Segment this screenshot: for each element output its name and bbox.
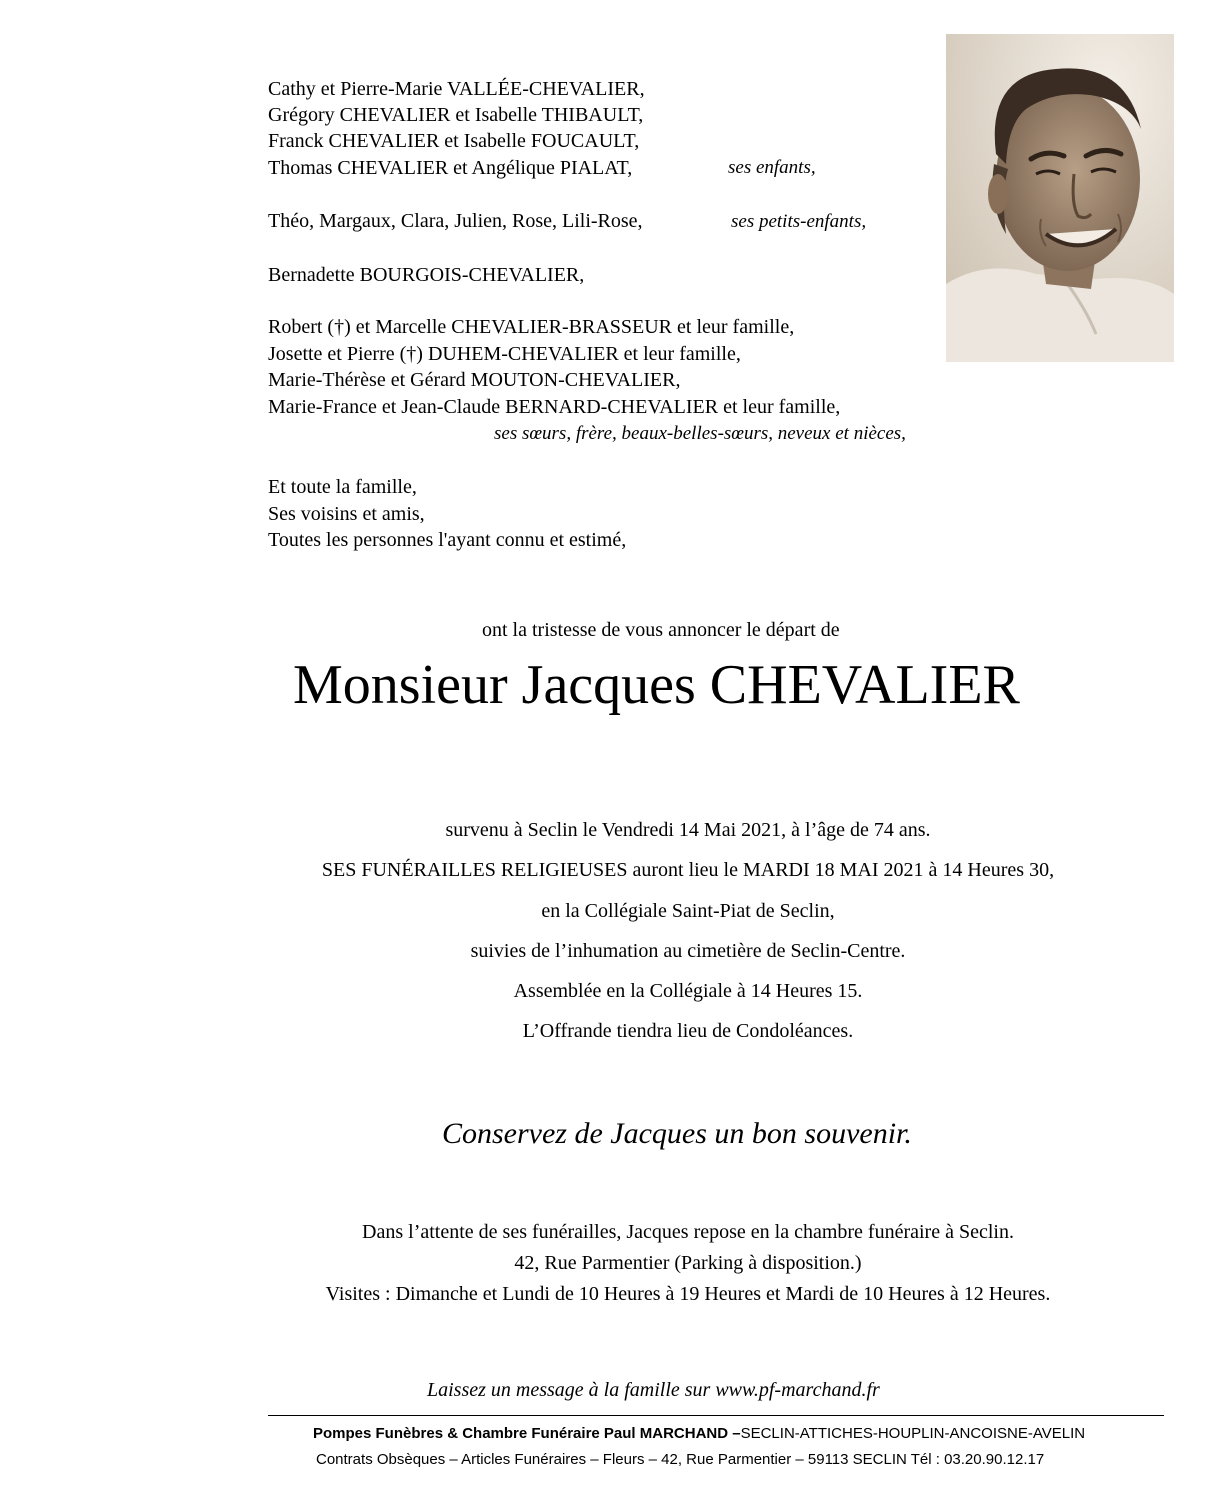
others-1: Et toute la famille, [268,476,417,498]
deceased-name: Monsieur Jacques CHEVALIER [293,654,1020,716]
grandchildren-label: ses petits-enfants, [731,211,867,232]
detail-death: survenu à Seclin le Vendredi 14 Mai 2021, à l’âge de 74 ans. [445,819,931,841]
visits-1: Dans l’attente de ses funérailles, Jacques repose en la chambre funéraire à Seclin. [362,1221,1014,1243]
footer-contact: Contrats Obsèques – Articles Funéraires – Fleurs – 42, Rue Parmentier – 59113 SECLIN Tél : 03.20.90.12.17 [316,1451,1045,1468]
motto: Conservez de Jacques un bon souvenir. [442,1117,912,1150]
wife: Bernadette BOURGOIS-CHEVALIER, [268,264,585,286]
portrait-photo [946,34,1174,362]
footer-company: Pompes Funèbres & Chambre Funéraire Paul MARCHAND – [313,1425,741,1442]
footer-rule [268,1415,1164,1416]
sibling-4: Marie-France et Jean-Claude BERNARD-CHEVALIER et leur famille, [268,396,841,418]
visits-2: 42, Rue Parmentier (Parking à disposition.) [514,1252,862,1274]
detail-offering: L’Offrande tiendra lieu de Condoléances. [522,1020,854,1042]
detail-funeral: SES FUNÉRAILLES RELIGIEUSES auront lieu le MARDI 18 MAI 2021 à 14 Heures 30, [321,859,1055,881]
detail-assembly: Assemblée en la Collégiale à 14 Heures 15. [513,980,863,1002]
footer-company-line [313,1425,1085,1442]
sibling-3: Marie-Thérèse et Gérard MOUTON-CHEVALIER, [268,369,681,391]
detail-church: en la Collégiale Saint-Piat de Seclin, [541,900,835,922]
website-line: Laissez un message à la famille sur www.pf-marchand.fr [427,1379,880,1401]
children-label: ses enfants, [728,157,816,178]
child-4: Thomas CHEVALIER et Angélique PIALAT, [268,157,633,179]
detail-burial: suivies de l’inhumation au cimetière de Seclin-Centre. [470,940,906,962]
sibling-1: Robert (†) et Marcelle CHEVALIER-BRASSEUR et leur famille, [268,316,795,338]
visits-3: Visites : Dimanche et Lundi de 10 Heures à 19 Heures et Mardi de 10 Heures à 12 Heures. [325,1283,1051,1305]
child-2: Grégory CHEVALIER et Isabelle THIBAULT, [268,104,644,126]
footer-towns: SECLIN-ATTICHES-HOUPLIN-ANCOISNE-AVELIN [740,1425,1086,1442]
announcement: ont la tristesse de vous annoncer le départ de [482,619,840,641]
grandchildren: Théo, Margaux, Clara, Julien, Rose, Lili-Rose, [268,210,643,232]
siblings-label: ses sœurs, frère, beaux-belles-sœurs, neveux et nièces, [494,423,906,444]
child-1: Cathy et Pierre-Marie VALLÉE-CHEVALIER, [268,78,645,100]
sibling-2: Josette et Pierre (†) DUHEM-CHEVALIER et leur famille, [268,343,741,365]
others-3: Toutes les personnes l'ayant connu et estimé, [268,529,627,551]
others-2: Ses voisins et amis, [268,503,425,525]
child-3: Franck CHEVALIER et Isabelle FOUCAULT, [268,130,640,152]
